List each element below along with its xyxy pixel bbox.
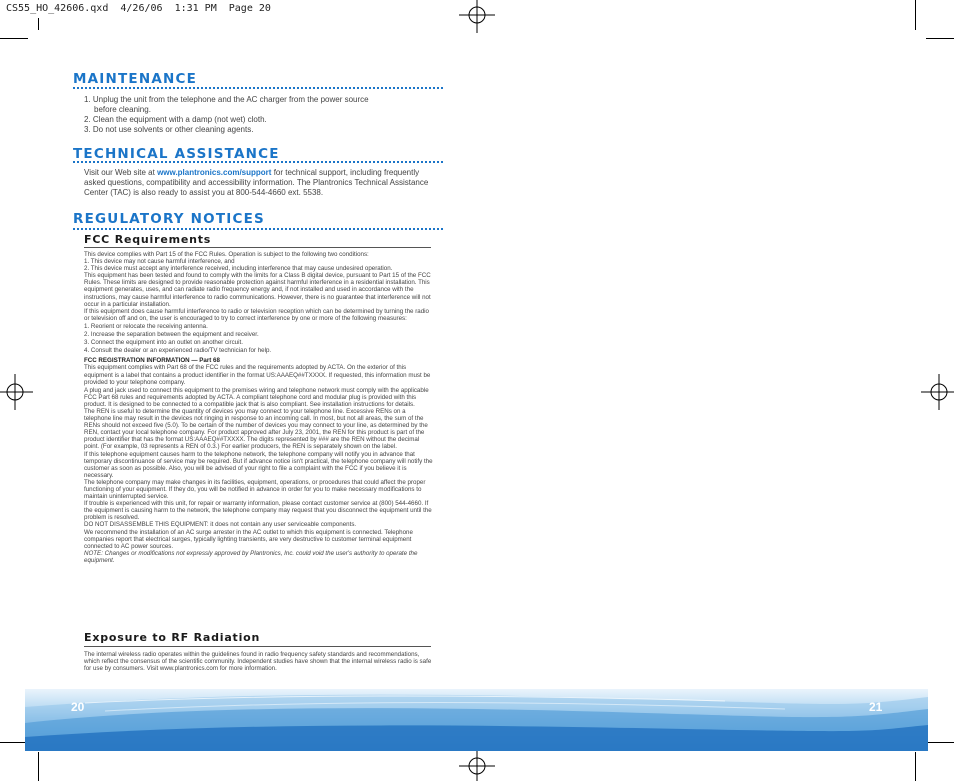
list-item: 3. Do not use solvents or other cleaning agents. <box>84 125 254 134</box>
paragraph: This equipment has been tested and found to comply with the limits for a Class B digital device, pursuant to Part 15 of the FCC Rules. These limits are designed to provide reasonable protection against harmful interference in a residential installation. This equipment generates, uses, and can radiate radio frequency energy and, if not installed and used in accordance with the instructions, may cause harmful interference to radio communications. However, there is no guarantee that interference will not occur in a particular installation. <box>84 272 431 308</box>
technical-assistance-heading: TECHNICAL ASSISTANCE <box>73 146 280 162</box>
page-number-right: 21 <box>869 700 883 714</box>
support-link[interactable]: www.plantronics.com/support <box>157 168 272 177</box>
fcc-requirements-text <box>84 251 434 564</box>
paragraph: DO NOT DISASSEMBLE THIS EQUIPMENT: it does not contain any user serviceable components. <box>84 521 357 529</box>
crop-mark <box>926 38 954 39</box>
crop-mark <box>38 18 39 30</box>
technical-assistance-text: Visit our Web site at www.plantronics.com/support for technical support, including frequently asked questions, compatibility and accessibility information. The Plantronics Technical Assistance Center (TAC) is also ready to assist you at 800-544-4660 ext. 5538. <box>84 168 429 197</box>
paragraph: 1. This device may not cause harmful interference, and <box>84 258 235 266</box>
page-number-left: 20 <box>71 700 85 714</box>
registration-mark-top <box>455 0 499 34</box>
subsection-rule <box>84 247 431 248</box>
paragraph: This device complies with Part 15 of the FCC Rules. Operation is subject to the following two conditions: <box>84 251 369 258</box>
regulatory-notices-heading: REGULATORY NOTICES <box>73 211 265 227</box>
footer-wave <box>25 689 928 751</box>
crop-mark <box>38 752 39 781</box>
list-item: 2. Clean the equipment with a damp (not wet) cloth. <box>84 115 267 124</box>
printer-slug: CS55_HO_42606.qxd 4/26/06 1:31 PM Page 20 <box>6 3 271 14</box>
paragraph: A plug and jack used to connect this equipment to the premises wiring and telephone network must comply with the applicable FCC Part 68 rules and requirements adopted by ACTA. A compliant telephone cord and modular plug is provided with this product. It is designed to be connected to a compatible jack that is also compliant. See installation instructions for details. <box>84 386 429 408</box>
paragraph: If this equipment does cause harmful interference to radio or television reception which can be determined by turning the radio or television off and on, the user is encouraged to try to correct interference by one or more of the following measures: <box>84 307 429 322</box>
section-divider <box>73 87 443 89</box>
fcc-requirements-heading: FCC Requirements <box>84 233 212 246</box>
paragraph: This equipment complies with Part 68 of the FCC rules and the requirements adopted by ACTA. On the exterior of this equipment is a label that contains a product identifier in the format US:AAAEQ##TXXXX. If requested, this information must be provided to your telephone company. <box>84 364 431 386</box>
list-item: 1. Reorient or relocate the receiving antenna. <box>84 322 208 330</box>
crop-mark <box>915 752 916 781</box>
paragraph: 2. This device must accept any interference received, including interference that may cause undesired operation. <box>84 265 393 273</box>
crop-mark <box>0 742 28 743</box>
paragraph: The telephone company may make changes in its facilities, equipment, operations, or procedures that could affect the proper functioning of your equipment. If they do, you will be notified in advance in order for you to make necessary modifications to maintain uninterrupted service. <box>84 478 426 501</box>
paragraph: If trouble is experienced with this unit, for repair or warranty information, please contact customer service at (800) 544-4660. If the equipment is causing harm to the network, the telephone company may request that you disconnect the equipment until the problem is resolved. <box>84 500 432 522</box>
crop-mark <box>0 38 28 39</box>
list-item: 3. Connect the equipment into an outlet on another circuit. <box>84 339 243 347</box>
subsection-rule <box>84 646 431 647</box>
maintenance-list <box>84 95 434 135</box>
registration-mark-bottom <box>455 750 499 781</box>
rf-exposure-heading: Exposure to RF Radiation <box>84 631 261 644</box>
paragraph: The REN is useful to determine the quantity of devices you may connect to your telephone line. Excessive RENs on a telephone line may result in the devices not ringing in response to an incoming call. In most, but not all areas, the sum of the RENs should not exceed five (5.0). To be certain of the number of devices you may connect to your line, as determined by the REN, contact your local telephone company. For product approved after July 23, 2001, the REN for this product is part of the product identifier that has the format US:AAAEQ##TXXXX. The digits represented by ### are the REN without the decimal point. (For example, 03 represents a REN of 0.3.) For earlier producers, the REN is separately shown on the label. <box>84 407 428 451</box>
crop-mark <box>926 742 954 743</box>
maintenance-heading: MAINTENANCE <box>73 71 198 87</box>
paragraph: We recommend the installation of an AC surge arrester in the AC outlet to which this equipment is connected. Telephone companies report that electrical surges, typically lighting transients, are very destructive to customer terminal equipment connected to AC power sources. <box>84 528 413 550</box>
rf-exposure-text: The internal wireless radio operates within the guidelines found in radio frequency safety standards and recommendations, which reflect the consensus of the scientific community. Independent studies have shown that the internal wireless radio is safe for use by consumers. Visit www.plantronics.com for more information. <box>84 651 432 673</box>
fcc-registration-heading: FCC REGISTRATION INFORMATION — Part 68 <box>84 357 220 365</box>
crop-mark <box>915 0 916 30</box>
list-item: before cleaning. <box>94 105 151 114</box>
registration-mark-right <box>920 370 954 414</box>
registration-mark-left <box>0 370 34 414</box>
list-item: 4. Consult the dealer or an experienced radio/TV technician for help. <box>84 347 272 355</box>
section-divider <box>73 228 443 230</box>
section-divider <box>73 161 443 163</box>
list-item: 2. Increase the separation between the equipment and receiver. <box>84 331 259 339</box>
paragraph: If this telephone equipment causes harm to the telephone network, the telephone company will notify you in advance that temporary discontinuance of service may be required. But if advance notice isn't practical, the telephone company will notify the customer as soon as possible. Also, you will be advised of your right to file a complaint with the FCC if you believe it is necessary. <box>84 450 433 479</box>
list-item: 1. Unplug the unit from the telephone and the AC charger from the power source <box>84 95 369 104</box>
note-text: NOTE: Changes or modifications not expressly approved by Plantronics, Inc. could void the user's authority to operate the equipment. <box>84 549 418 564</box>
footer-band <box>25 689 928 751</box>
